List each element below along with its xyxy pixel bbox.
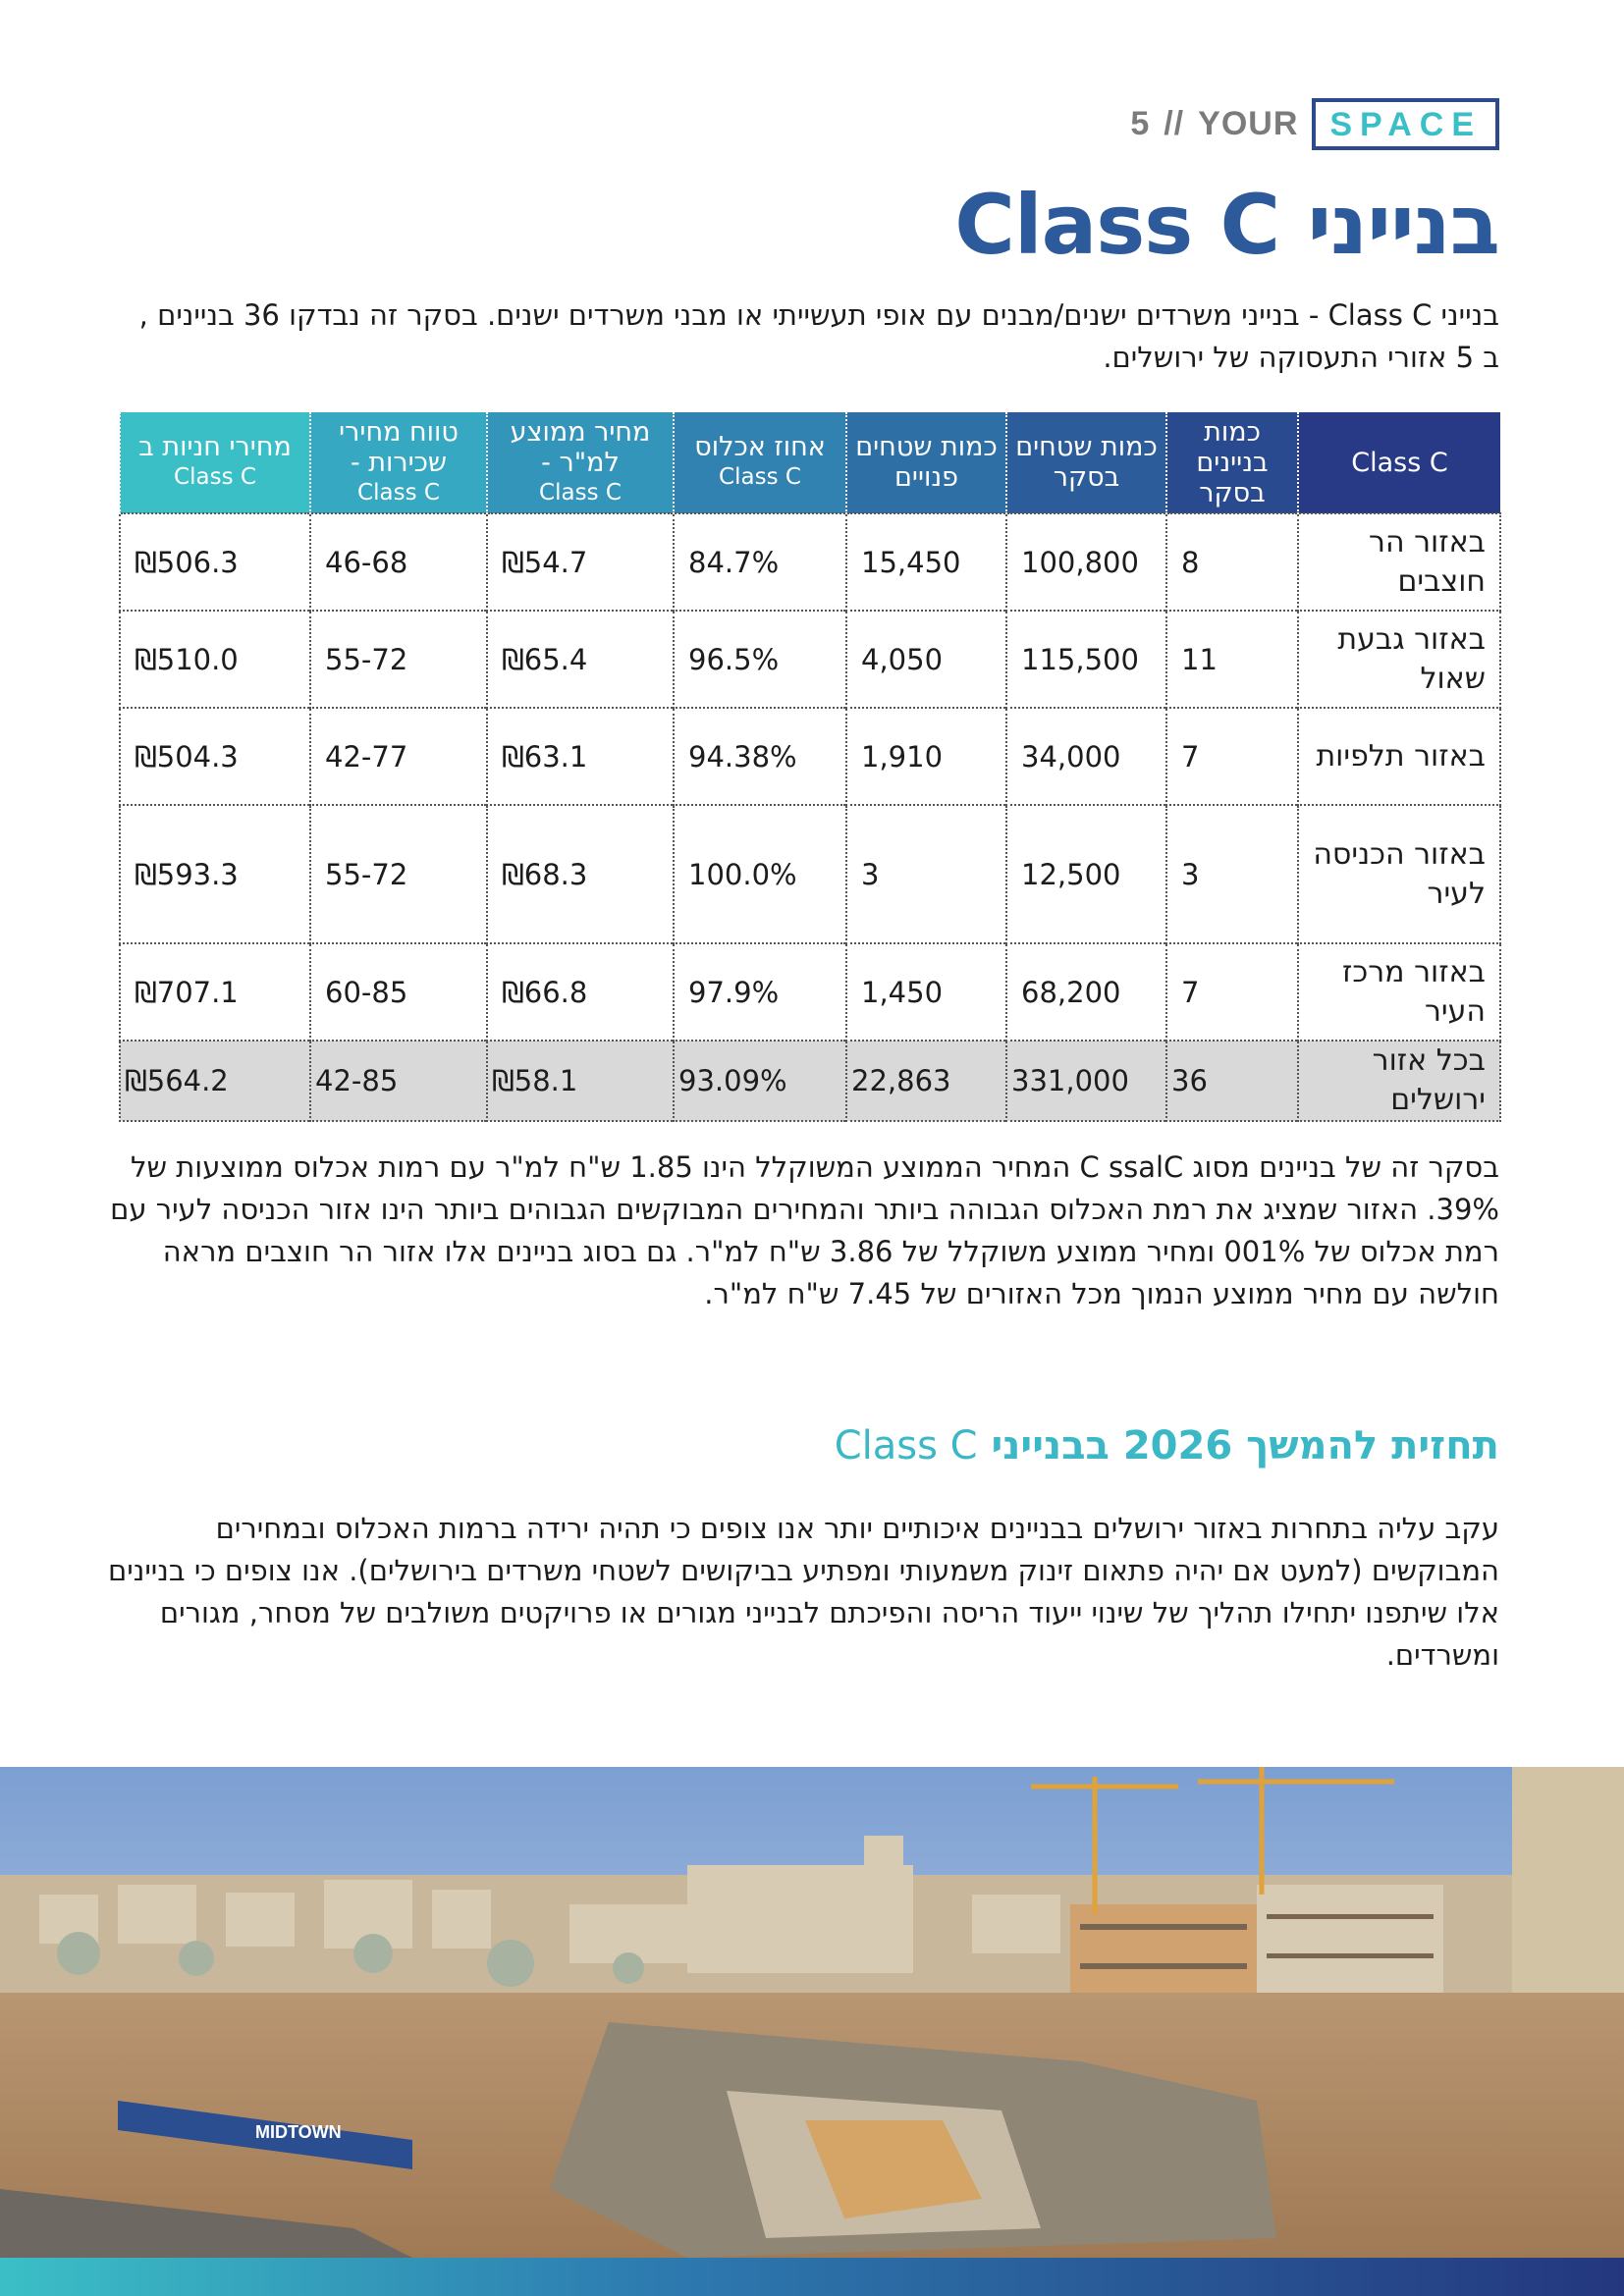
table-row bbox=[120, 513, 1500, 611]
range-cell: 42-85 bbox=[310, 1041, 487, 1121]
page-separator: // bbox=[1164, 105, 1185, 142]
intro-paragraph: בנייני Class C - בנייני משרדים ישנים/מבנים עם אופי תעשייתי או מבני משרדים ישנים. בסקר זה נבדקו 36 בניינים , ב 5 אזורי התעסוקה של ירושלים. bbox=[138, 298, 1499, 374]
range-cell: 46-68 bbox=[310, 513, 487, 611]
occupancy-cell: 84.7% bbox=[674, 513, 846, 611]
range-cell: 42-77 bbox=[310, 708, 487, 805]
area-surveyed-cell: 68,200 bbox=[1006, 943, 1166, 1041]
vacant-cell: 1,450 bbox=[846, 943, 1006, 1041]
buildings-cell: 36 bbox=[1166, 1041, 1298, 1121]
vacant-cell: 22,863 bbox=[846, 1041, 1006, 1121]
avg-price-cell: ₪63.1 bbox=[487, 708, 674, 805]
table-header-row bbox=[120, 412, 1500, 513]
header-cell: Class C bbox=[1298, 412, 1500, 513]
vacant-cell: 4,050 bbox=[846, 611, 1006, 708]
table-row bbox=[120, 943, 1500, 1041]
banner-text: MIDTOWN bbox=[255, 2122, 342, 2142]
avg-price-cell: ₪68.3 bbox=[487, 805, 674, 943]
range-cell: 55-72 bbox=[310, 805, 487, 943]
area-cell: באזור גבעת שאול bbox=[1298, 611, 1500, 708]
table-row bbox=[120, 708, 1500, 805]
header-cell: מחירי חניות ב Class C bbox=[120, 412, 310, 513]
avg-price-cell: ₪66.8 bbox=[487, 943, 674, 1041]
footer-gradient-bar bbox=[0, 2258, 1624, 2296]
avg-price-cell: ₪65.4 bbox=[487, 611, 674, 708]
area-surveyed-cell: 12,500 bbox=[1006, 805, 1166, 943]
occupancy-cell: 97.9% bbox=[674, 943, 846, 1041]
area-surveyed-cell: 331,000 bbox=[1006, 1041, 1166, 1121]
parking-cell: ₪504.3 bbox=[120, 708, 310, 805]
summary-paragraph: בסקר זה של בניינים מסוג C ssalC המחיר הממוצע המשוקלל הינו 1.85 ש"ח למ"ר עם רמות אכלוס ממוצעות של 39%. האזור שמציג את רמת האכלוס הגבוהה ביותר והמחירים המבוקשים הגבוהים ביותר הינו אזור הכניסה לעיר עם רמת אכלוס של 001% ומחיר ממוצע משוקלל של 3.86 ש"ח למ"ר. גם בסוג בניינים אלו אזור הר חוצבים מראה חולשה עם מחיר ממוצע הנמוך מכל האזורים של 7.45 ש"ח למ"ר. bbox=[110, 1150, 1499, 1310]
occupancy-cell: 94.38% bbox=[674, 708, 846, 805]
parking-cell: ₪707.1 bbox=[120, 943, 310, 1041]
area-cell: באזור הר חוצבים bbox=[1298, 513, 1500, 611]
page-title: בנייני Class C bbox=[954, 177, 1499, 273]
avg-price-cell: ₪54.7 bbox=[487, 513, 674, 611]
vacant-cell: 1,910 bbox=[846, 708, 1006, 805]
page-number: 5 bbox=[1130, 105, 1151, 142]
header-cell: טווח מחירי שכירות - Class C bbox=[310, 412, 487, 513]
table-row bbox=[120, 611, 1500, 708]
area-cell: באזור תלפיות bbox=[1298, 708, 1500, 805]
occupancy-cell: 96.5% bbox=[674, 611, 846, 708]
area-cell: באזור מרכז העיר bbox=[1298, 943, 1500, 1041]
parking-cell: ₪506.3 bbox=[120, 513, 310, 611]
area-cell: בכל אזור ירושלים bbox=[1298, 1041, 1500, 1121]
table-total-row bbox=[120, 1041, 1500, 1121]
range-cell: 60-85 bbox=[310, 943, 487, 1041]
header-cell: כמות בניינים בסקר bbox=[1166, 412, 1298, 513]
avg-price-cell: ₪58.1 bbox=[487, 1041, 674, 1121]
occupancy-cell: 93.09% bbox=[674, 1041, 846, 1121]
class-c-table bbox=[119, 412, 1501, 1122]
area-surveyed-cell: 100,800 bbox=[1006, 513, 1166, 611]
vacant-cell: 3 bbox=[846, 805, 1006, 943]
forecast-title bbox=[835, 1423, 1499, 1468]
header-cell: מחיר ממוצע למ"ר - Class C bbox=[487, 412, 674, 513]
brand-your: YOUR bbox=[1198, 105, 1299, 142]
range-cell: 55-72 bbox=[310, 611, 487, 708]
page-header bbox=[1130, 98, 1499, 150]
header-cell: כמות שטחים בסקר bbox=[1006, 412, 1166, 513]
area-surveyed-cell: 115,500 bbox=[1006, 611, 1166, 708]
parking-cell: ₪593.3 bbox=[120, 805, 310, 943]
header-cell: אחוז אכלוס Class C bbox=[674, 412, 846, 513]
buildings-cell: 3 bbox=[1166, 805, 1298, 943]
vacant-cell: 15,450 bbox=[846, 513, 1006, 611]
parking-cell: ₪510.0 bbox=[120, 611, 310, 708]
brand-space-logo: SPACE bbox=[1312, 98, 1499, 150]
buildings-cell: 8 bbox=[1166, 513, 1298, 611]
forecast-paragraph: עקב עליה בתחרות באזור ירושלים בבניינים איכותיים יותר אנו צופים כי תהיה ירידה ברמות האכלוס ובמחירים המבוקשים (למעט אם יהיה פתאום זינוק משמעותי ומפתיע בביקושים לשטחי משרדים בירושלים). אנו צופים כי בניינים אלו שיתפנו יתחילו תהליך של שינוי ייעוד הריסה והפיכתם לבנייני מגורים או פרויקטים משולבים של מסחר, מגורים ומשרדים. bbox=[107, 1512, 1499, 1672]
parking-cell: ₪564.2 bbox=[120, 1041, 310, 1121]
buildings-cell: 7 bbox=[1166, 943, 1298, 1041]
forecast-title-en: Class C bbox=[834, 1423, 978, 1468]
area-cell: באזור הכניסה לעיר bbox=[1298, 805, 1500, 943]
buildings-cell: 7 bbox=[1166, 708, 1298, 805]
header-cell: כמות שטחים פנויים bbox=[846, 412, 1006, 513]
occupancy-cell: 100.0% bbox=[674, 805, 846, 943]
area-surveyed-cell: 34,000 bbox=[1006, 708, 1166, 805]
table-row bbox=[120, 805, 1500, 943]
forecast-title-he: תחזית להמשך 2026 בבנייני bbox=[991, 1423, 1499, 1468]
buildings-cell: 11 bbox=[1166, 611, 1298, 708]
jerusalem-construction-photo bbox=[0, 1767, 1624, 2258]
